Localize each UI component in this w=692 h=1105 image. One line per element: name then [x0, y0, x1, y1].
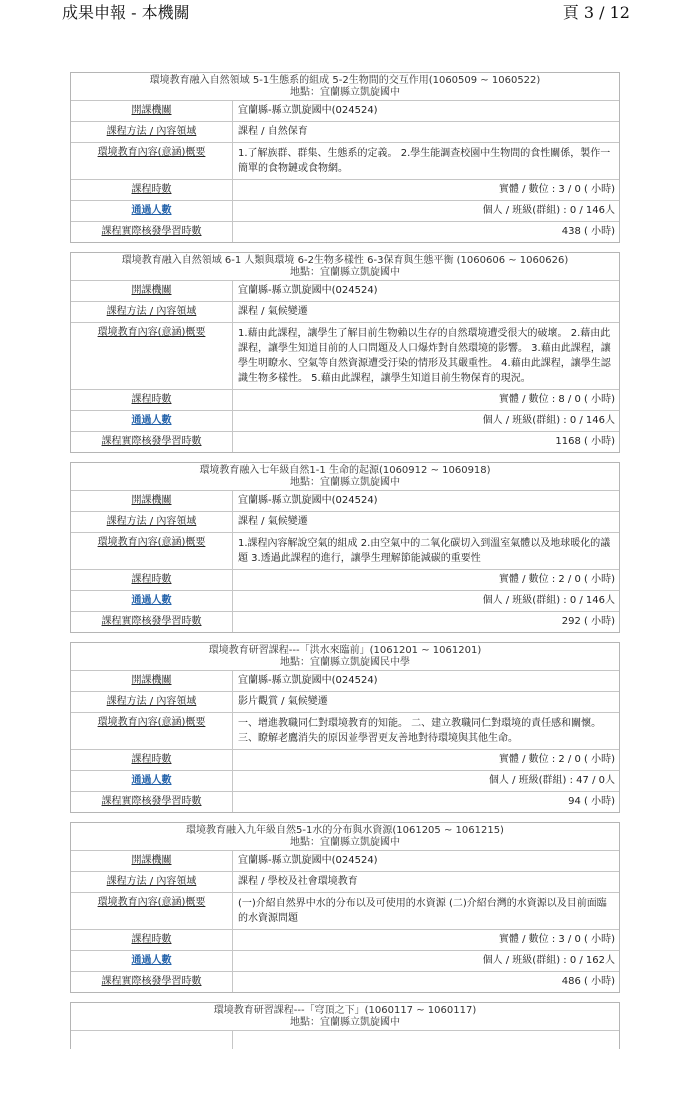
- label-cut: [71, 1031, 233, 1049]
- value-org: 宜蘭縣-縣立凱旋國中(024524): [238, 495, 378, 506]
- row-hours: [71, 180, 619, 201]
- label-method: 課程方法 / 內容領域: [71, 122, 233, 142]
- value-method: 課程 / 學校及社會環境教育: [238, 876, 358, 887]
- value-total: 486 ( 小時): [561, 976, 615, 987]
- course-record: [70, 822, 620, 993]
- value-method: 課程 / 氣候變遷: [238, 516, 308, 527]
- record-header: [71, 73, 619, 101]
- row-people: [71, 411, 619, 432]
- course-record: [70, 252, 620, 453]
- people-link[interactable]: 通過人數: [71, 201, 233, 221]
- value-org: 宜蘭縣-縣立凱旋國中(024524): [238, 675, 378, 686]
- label-org: 開課機關: [71, 281, 233, 301]
- row-total: [71, 972, 619, 992]
- label-org: 開課機關: [71, 851, 233, 871]
- label-hours: 課程時數: [71, 750, 233, 770]
- record-location: 地點：宜蘭縣立凱旋國中: [290, 267, 400, 278]
- value-people: 個人 / 班級(群組) : 0 / 146人: [482, 415, 615, 426]
- label-summary: 環境教育內容(意涵)概要: [71, 713, 233, 749]
- course-record-partial: [70, 1002, 620, 1049]
- record-header: [71, 643, 619, 671]
- label-org: 開課機關: [71, 101, 233, 121]
- label-summary: 環境教育內容(意涵)概要: [71, 893, 233, 929]
- value-summary: 一、增進教職同仁對環境教育的知能。 二、建立教職同仁對環境的責任感和關懷。 三、瞭解老鷹消失的原因並學習更友善地對待環境與其他生命。: [238, 718, 602, 744]
- record-header: [71, 1003, 619, 1031]
- record-location: 地點：宜蘭縣立凱旋國民中學: [280, 657, 410, 668]
- row-total: [71, 432, 619, 452]
- value-summary: 1.藉由此課程，讓學生了解目前生物賴以生存的自然環境遭受很大的破壞。 2.藉由此課程，讓學生知道目前的人口問題及人口爆炸對自然環境的影響。 3.藉由此課程，讓學生明瞭水、空氣等自然資源遭受汙染的情形及其嚴重性。 4.藉由此課程，讓學生認識生物多樣性。 5.藉由此課程，讓學生知道目前生物保育的現況。: [238, 328, 611, 384]
- row-method: [71, 512, 619, 533]
- record-header: [71, 823, 619, 851]
- record-title: 環境教育研習課程---「洪水來臨前」(1061201 ~ 1061201): [208, 645, 482, 656]
- value-hours: 實體 / 數位 : 8 / 0 ( 小時): [498, 394, 615, 405]
- value-method: 課程 / 氣候變遷: [238, 306, 308, 317]
- row-org: [71, 851, 619, 872]
- row-hours: [71, 390, 619, 411]
- course-record: [70, 72, 620, 243]
- value-total: 292 ( 小時): [561, 616, 615, 627]
- value-hours: 實體 / 數位 : 2 / 0 ( 小時): [498, 574, 615, 585]
- record-location: 地點：宜蘭縣立凱旋國中: [290, 1017, 400, 1028]
- label-method: 課程方法 / 內容領域: [71, 692, 233, 712]
- value-method: 影片觀賞 / 氣候變遷: [238, 696, 328, 707]
- row-people: [71, 771, 619, 792]
- row-hours: [71, 930, 619, 951]
- row-cut: [71, 1031, 619, 1049]
- value-org: 宜蘭縣-縣立凱旋國中(024524): [238, 285, 378, 296]
- label-org: 開課機關: [71, 671, 233, 691]
- value-hours: 實體 / 數位 : 3 / 0 ( 小時): [498, 934, 615, 945]
- record-location: 地點：宜蘭縣立凱旋國中: [290, 87, 400, 98]
- row-method: [71, 692, 619, 713]
- row-hours: [71, 750, 619, 771]
- row-people: [71, 201, 619, 222]
- row-org: [71, 671, 619, 692]
- record-title: 環境教育融入九年級自然5-1水的分布與水資源(1061205 ~ 1061215): [186, 825, 504, 836]
- label-total: 課程實際核發學習時數: [71, 432, 233, 452]
- row-summary: [71, 323, 619, 390]
- row-total: [71, 792, 619, 812]
- page-header: [0, 0, 692, 30]
- course-record: [70, 642, 620, 813]
- value-total: 94 ( 小時): [568, 796, 615, 807]
- record-header: [71, 463, 619, 491]
- label-total: 課程實際核發學習時數: [71, 792, 233, 812]
- row-method: [71, 302, 619, 323]
- label-total: 課程實際核發學習時數: [71, 222, 233, 242]
- record-title: 環境教育融入七年級自然1-1 生命的起源(1060912 ~ 1060918): [199, 465, 491, 476]
- value-method: 課程 / 自然保育: [238, 126, 308, 137]
- people-link[interactable]: 通過人數: [71, 951, 233, 971]
- records-list: [70, 72, 620, 1049]
- row-total: [71, 612, 619, 632]
- label-method: 課程方法 / 內容領域: [71, 512, 233, 532]
- label-hours: 課程時數: [71, 390, 233, 410]
- value-total: 1168 ( 小時): [555, 436, 615, 447]
- label-hours: 課程時數: [71, 180, 233, 200]
- value-people: 個人 / 班級(群組) : 0 / 162人: [482, 955, 615, 966]
- record-title: 環境教育研習課程---「穹頂之下」(1060117 ~ 1060117): [213, 1005, 477, 1016]
- row-people: [71, 951, 619, 972]
- label-total: 課程實際核發學習時數: [71, 612, 233, 632]
- value-summary: 1.了解族群、群集、生態系的定義。 2.學生能調查校園中生物間的食性關係，製作一簡單的食物鏈或食物網。: [238, 148, 611, 174]
- row-summary: [71, 713, 619, 750]
- value-summary: (一)介紹自然界中水的分布以及可使用的水資源 (二)介紹台灣的水資源以及目前面臨的水資源問題: [238, 898, 607, 924]
- value-people: 個人 / 班級(群組) : 0 / 146人: [482, 595, 615, 606]
- label-method: 課程方法 / 內容領域: [71, 872, 233, 892]
- label-method: 課程方法 / 內容領域: [71, 302, 233, 322]
- value-summary: 1.課程內容解說空氣的組成 2.由空氣中的二氧化碳切入到溫室氣體以及地球暖化的議題 3.透過此課程的進行，讓學生理解節能減碳的重要性: [238, 538, 611, 564]
- people-link[interactable]: 通過人數: [71, 771, 233, 791]
- page-number: 頁 3 / 12: [562, 3, 630, 22]
- label-hours: 課程時數: [71, 930, 233, 950]
- value-org: 宜蘭縣-縣立凱旋國中(024524): [238, 105, 378, 116]
- record-header: [71, 253, 619, 281]
- value-hours: 實體 / 數位 : 3 / 0 ( 小時): [498, 184, 615, 195]
- row-method: [71, 122, 619, 143]
- row-org: [71, 281, 619, 302]
- course-record: [70, 462, 620, 633]
- label-hours: 課程時數: [71, 570, 233, 590]
- people-link[interactable]: 通過人數: [71, 411, 233, 431]
- people-link[interactable]: 通過人數: [71, 591, 233, 611]
- row-org: [71, 101, 619, 122]
- value-total: 438 ( 小時): [561, 226, 615, 237]
- row-summary: [71, 143, 619, 180]
- label-summary: 環境教育內容(意涵)概要: [71, 323, 233, 389]
- value-people: 個人 / 班級(群組) : 0 / 146人: [482, 205, 615, 216]
- value-hours: 實體 / 數位 : 2 / 0 ( 小時): [498, 754, 615, 765]
- row-org: [71, 491, 619, 512]
- record-title: 環境教育融入自然領域 6-1 人類與環境 6-2生物多樣性 6-3保育與生態平衡 (1060606 ~ 1060626): [121, 255, 569, 266]
- row-people: [71, 591, 619, 612]
- row-summary: [71, 893, 619, 930]
- value-people: 個人 / 班級(群組) : 47 / 0人: [488, 775, 615, 786]
- label-summary: 環境教育內容(意涵)概要: [71, 533, 233, 569]
- row-hours: [71, 570, 619, 591]
- page-title: 成果申報 - 本機關: [62, 3, 190, 22]
- label-total: 課程實際核發學習時數: [71, 972, 233, 992]
- record-location: 地點：宜蘭縣立凱旋國中: [290, 477, 400, 488]
- record-title: 環境教育融入自然領域 5-1生態系的組成 5-2生物間的交互作用(1060509 ~ 1060522): [149, 75, 541, 86]
- row-method: [71, 872, 619, 893]
- label-summary: 環境教育內容(意涵)概要: [71, 143, 233, 179]
- value-org: 宜蘭縣-縣立凱旋國中(024524): [238, 855, 378, 866]
- record-location: 地點：宜蘭縣立凱旋國中: [290, 837, 400, 848]
- row-summary: [71, 533, 619, 570]
- label-org: 開課機關: [71, 491, 233, 511]
- row-total: [71, 222, 619, 242]
